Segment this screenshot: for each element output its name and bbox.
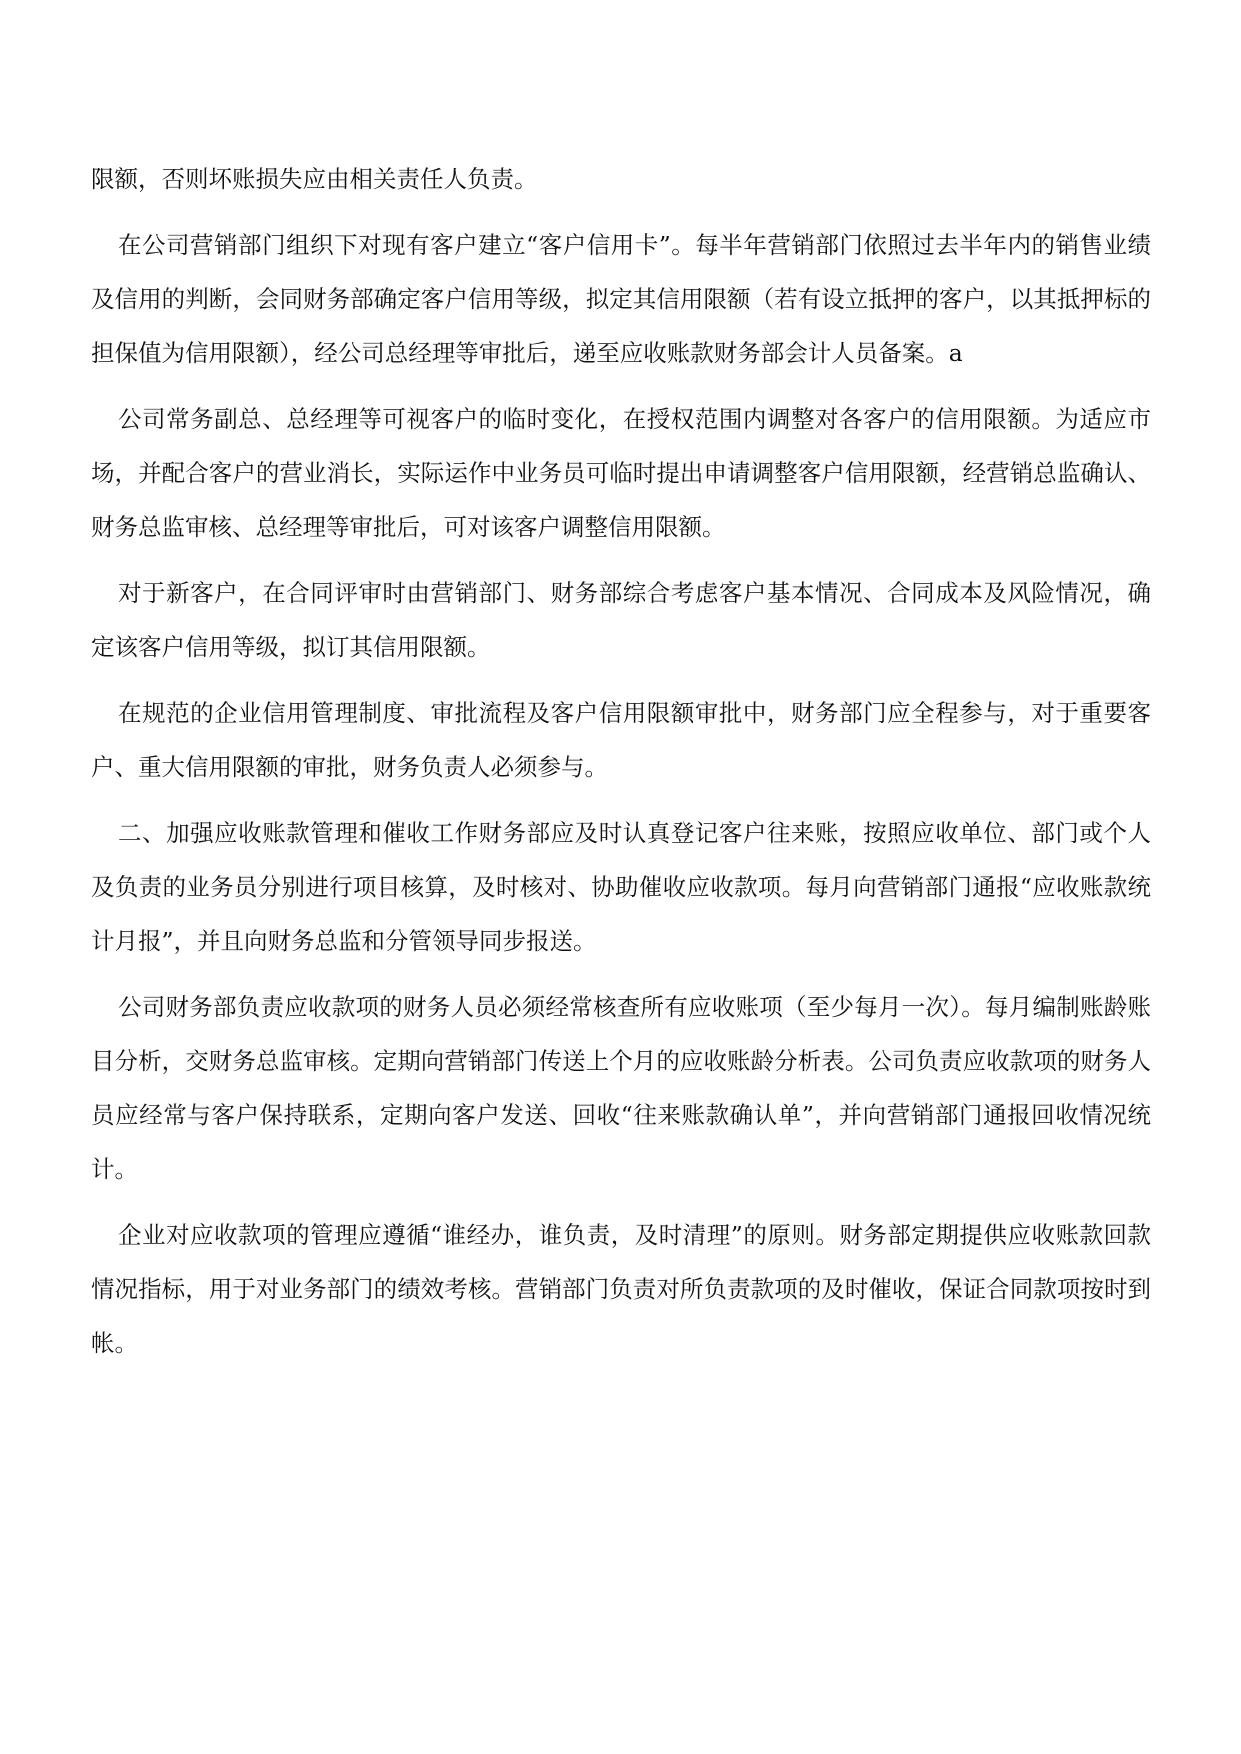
paragraph-finance-participation: 在规范的企业信用管理制度、审批流程及客户信用限额审批中，财务部门应全程参与，对于重要客户、重大信用限额的审批，财务负责人必须参与。 — [91, 699, 1151, 781]
paragraph-collection-principle: 企业对应收款项的管理应遵循“谁经办，谁负责，及时清理”的原则。财务部定期提供应收账款回款情况指标，用于对业务部门的绩效考核。营销部门负责对所负责款项的及时催收，保证合同款项按时到帐。 — [91, 1221, 1151, 1357]
paragraph-new-customer: 对于新客户，在合同评审时由营销部门、财务部综合考虑客户基本情况、合同成本及风险情况，确定该客户信用等级，拟订其信用限额。 — [91, 579, 1151, 661]
paragraph-credit-limit-adjustment: 公司常务副总、总经理等可视客户的临时变化，在授权范围内调整对各客户的信用限额。为适应市场，并配合客户的营业消长，实际运作中业务员可临时提出申请调整客户信用限额，经营销总监确认、财务总监审核、总经理等审批后，可对该客户调整信用限额。 — [91, 405, 1151, 541]
paragraph-aging-analysis: 公司财务部负责应收款项的财务人员必须经常核查所有应收账项（至少每月一次）。每月编制账龄账目分析，交财务总监审核。定期向营销部门传送上个月的应收账龄分析表。公司负责应收款项的财务人员应经常与客户保持联系，定期向客户发送、回收“往来账款确认单”，并向营销部门通报回收情况统计。 — [91, 993, 1151, 1183]
paragraph-continuation: 限额，否则坏账损失应由相关责任人负责。 — [91, 165, 538, 193]
document-body — [91, 152, 1151, 1382]
paragraph-section-two: 二、加强应收账款管理和催收工作财务部应及时认真登记客户往来账，按照应收单位、部门或个人及负责的业务员分别进行项目核算，及时核对、协助催收应收款项。每月向营销部门通报“应收账款统计月报”，并且向财务总监和分管领导同步报送。 — [91, 819, 1151, 955]
paragraph-customer-credit-card: 在公司营销部门组织下对现有客户建立“客户信用卡”。每半年营销部门依照过去半年内的销售业绩及信用的判断，会同财务部确定客户信用等级，拟定其信用限额（若有设立抵押的客户，以其抵押标的担保值为信用限额），经公司总经理等审批后，递至应收账款财务部会计人员备案。a — [91, 231, 1151, 367]
